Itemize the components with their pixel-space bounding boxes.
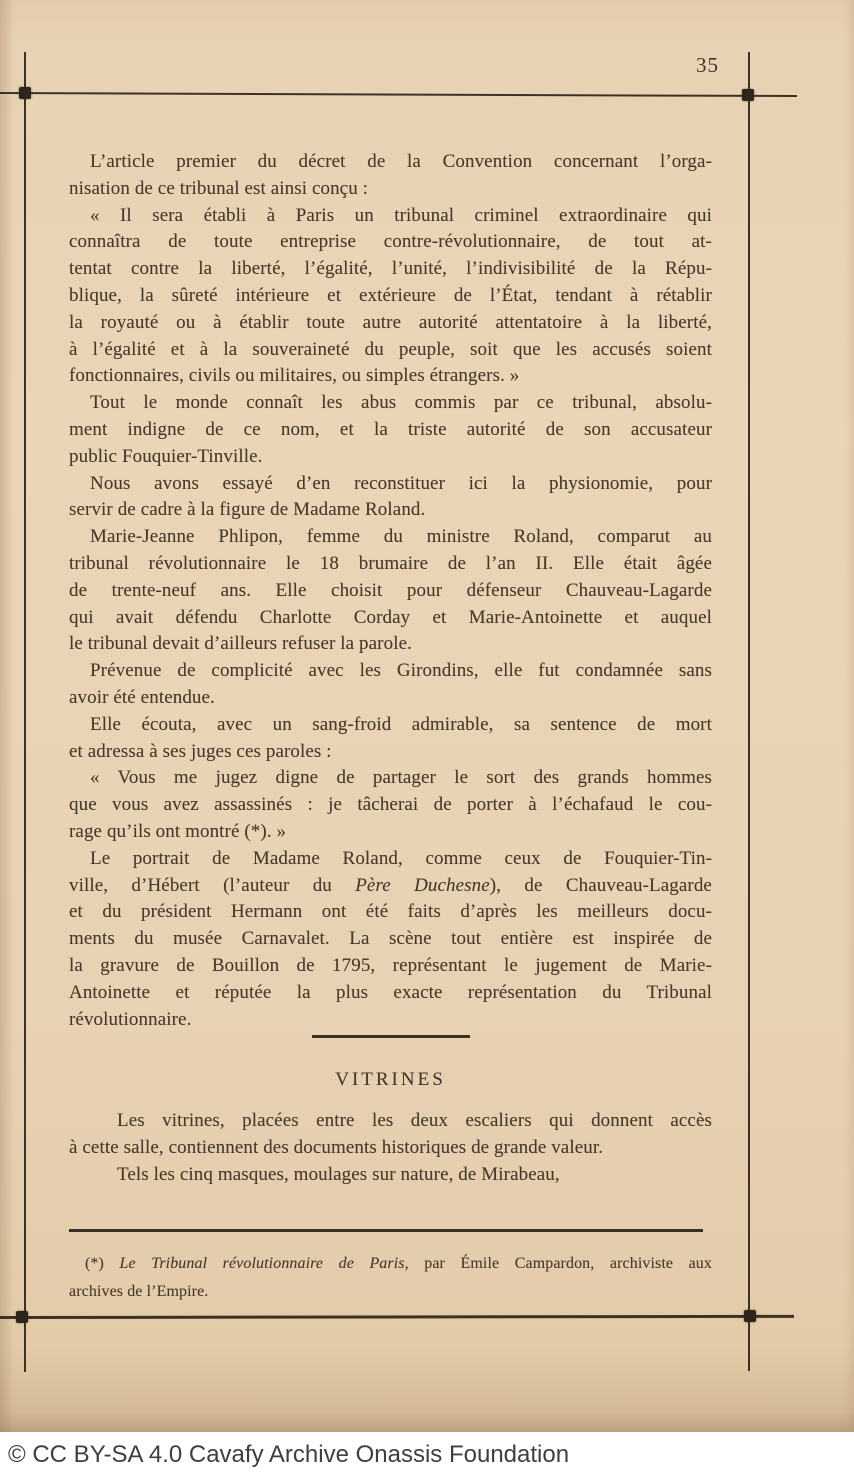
paragraph — [69, 1108, 712, 1162]
paragraph — [69, 1250, 712, 1306]
paragraph — [69, 712, 712, 766]
text-line: nisation de ce tribunal est ainsi conçu : — [69, 177, 369, 199]
license-footer — [0, 1432, 854, 1478]
text-line: fonctionnaires, civils ou militaires, ou simples étrangers. » — [69, 365, 520, 387]
text-line: de trente-neuf ans. Elle choisit pour défenseur Chauveau-Lagarde — [69, 579, 712, 601]
text-line: « Il sera établi à Paris un tribunal criminel extraordinaire qui — [90, 204, 712, 226]
paragraph — [69, 1162, 712, 1189]
paragraph — [69, 390, 712, 470]
text-line: Nous avons essayé d’en reconstituer ici la physionomie, pour — [90, 472, 712, 494]
frame-rule-right — [748, 52, 750, 1371]
corner-mark-top-left — [19, 87, 31, 99]
text-line: la royauté ou à établir toute autre autorité attentatoire à la liberté, — [69, 311, 712, 333]
paragraph — [69, 203, 712, 391]
text-line: la gravure de Bouillon de 1795, représentant le jugement de Marie- — [69, 954, 712, 976]
text-line: à l’égalité et à la souveraineté du peuple, soit que les accusés soient — [69, 338, 712, 360]
section-divider — [312, 1035, 470, 1038]
text-line: Marie-Jeanne Phlipon, femme du ministre Roland, comparut au — [90, 526, 712, 548]
corner-mark-bottom-right — [744, 1310, 756, 1322]
paragraph — [69, 846, 712, 1034]
text-line: Elle écouta, avec un sang-froid admirable, sa sentence de mort — [90, 713, 712, 735]
vitrines-paragraphs — [69, 1108, 712, 1188]
text-line: ment indigne de ce nom, et la triste autorité de son accusateur — [69, 418, 712, 440]
text-line: Les vitrines, placées entre les deux escaliers qui donnent accès — [117, 1110, 712, 1132]
text-line: Tout le monde connaît les abus commis par ce tribunal, absolu- — [90, 392, 712, 414]
paragraph — [69, 658, 712, 712]
text-line: archives de l’Empire. — [69, 1282, 209, 1300]
paragraph — [69, 149, 712, 203]
footnote — [69, 1250, 712, 1306]
text-line: L’article premier du décret de la Convention concernant l’orga- — [90, 151, 712, 172]
text-line: (*) Le Tribunal révolutionnaire de Paris, par Émile Campardon, archiviste aux — [85, 1254, 712, 1272]
text-line: et adressa à ses juges ces paroles : — [69, 740, 332, 762]
text-line: « Vous me jugez digne de partager le sort des grands hommes — [90, 767, 712, 789]
frame-rule-left — [24, 52, 26, 1372]
text-line: blique, la sûreté intérieure et extérieure de l’État, tendant à rétablir — [69, 284, 712, 306]
text-line: ville, d’Hébert (l’auteur du Père Duchesne), de Chauveau-Lagarde — [69, 874, 712, 896]
license-text: © CC BY-SA 4.0 Cavafy Archive Onassis Foundation — [8, 1441, 570, 1468]
text-line: tentat contre la liberté, l’égalité, l’unité, l’indivisibilité de la Répu- — [69, 258, 712, 280]
text-line: Tels les cinq masques, moulages sur nature, de Mirabeau, — [117, 1163, 560, 1185]
text-line: servir de cadre à la figure de Madame Roland. — [69, 499, 426, 521]
text-line: avoir été entendue. — [69, 686, 215, 708]
text-line: le tribunal devait d’ailleurs refuser la parole. — [69, 633, 412, 655]
text-line: Le portrait de Madame Roland, comme ceux de Fouquier-Tin- — [90, 847, 712, 869]
text-line: que vous avez assassinés : je tâcherai de porter à l’échafaud le cou- — [69, 794, 712, 816]
text-line: à cette salle, contiennent des documents historiques de grande valeur. — [69, 1137, 604, 1159]
text-line: Prévenue de complicité avec les Girondins, elle fut condamnée sans — [90, 660, 712, 682]
paragraph — [69, 471, 712, 525]
text-line: public Fouquier-Tinville. — [69, 445, 263, 467]
frame-rule-bottom — [0, 1315, 794, 1319]
text-line: ments du musée Carnavalet. La scène tout entière est inspirée de — [69, 928, 712, 950]
corner-mark-bottom-left — [16, 1311, 28, 1323]
text-line: révolutionnaire. — [69, 1008, 192, 1030]
body-paragraphs — [69, 149, 712, 1033]
text-line: Antoinette et réputée la plus exacte représentation du Tribunal — [69, 981, 712, 1003]
page-number: 35 — [696, 53, 719, 77]
text-column — [69, 149, 712, 1306]
text-line: connaîtra de toute entreprise contre-révolutionnaire, de tout at- — [69, 231, 712, 253]
footnote-rule — [69, 1229, 703, 1232]
text-line: rage qu’ils ont montré (*). » — [69, 820, 287, 842]
paragraph — [69, 765, 712, 845]
text-line: tribunal révolutionnaire le 18 brumaire de l’an II. Elle était âgée — [69, 552, 712, 574]
text-line: qui avait défendu Charlotte Corday et Marie-Antoinette et auquel — [69, 606, 712, 628]
paragraph — [69, 524, 712, 658]
section-heading: VITRINES — [335, 1069, 446, 1091]
corner-mark-top-right — [742, 89, 754, 101]
frame-rule-top — [0, 92, 797, 97]
text-line: et du président Hermann ont été faits d’après les meilleurs docu- — [69, 901, 712, 923]
